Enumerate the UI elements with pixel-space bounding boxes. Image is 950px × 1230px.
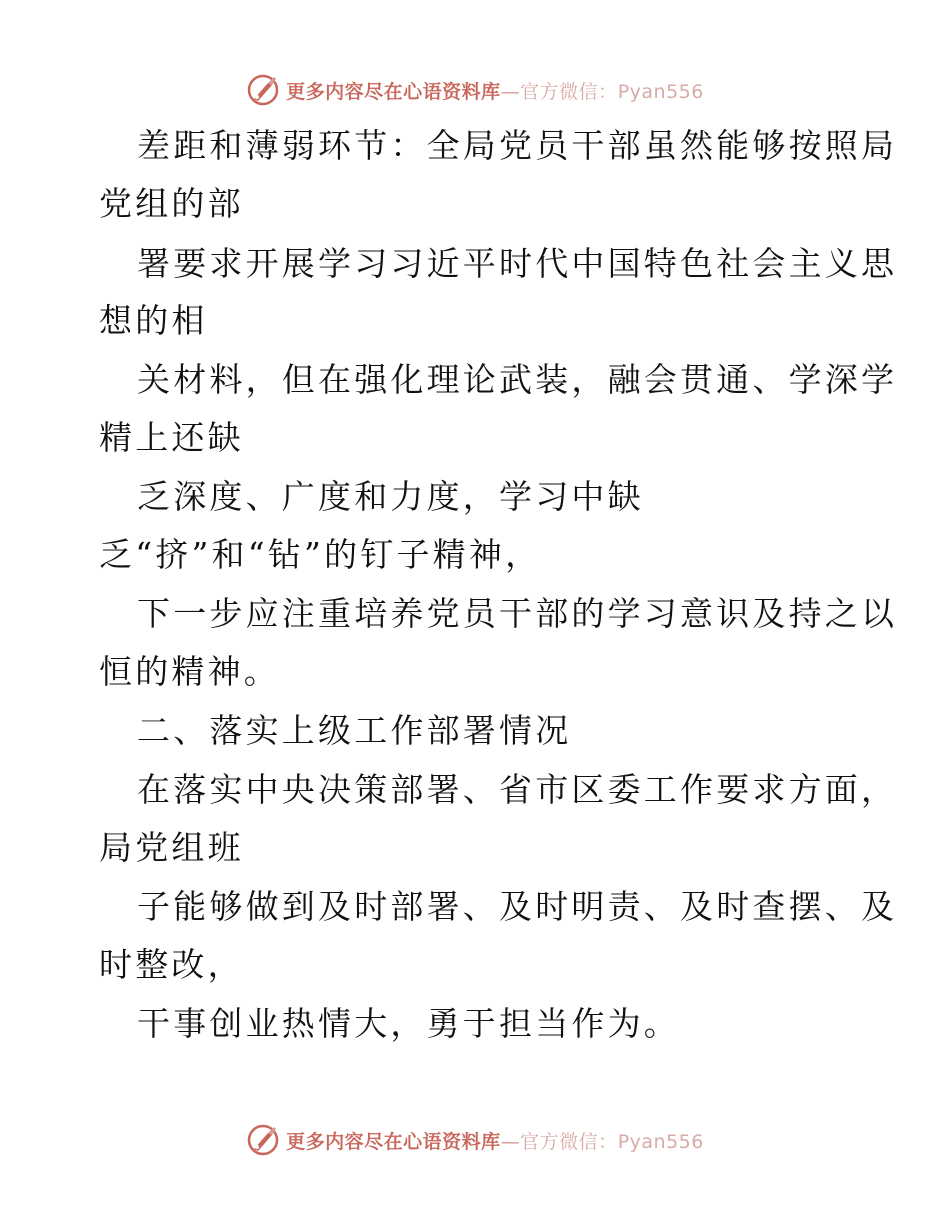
body-line: 精上还缺 <box>99 418 244 457</box>
quill-logo-icon <box>246 73 280 107</box>
body-line: 差距和薄弱环节：全局党员干部虽然能够按照局 <box>137 126 898 165</box>
body-line: 党组的部 <box>99 184 244 223</box>
header-brand-text: 更多内容尽在心语资料库 <box>286 80 501 103</box>
body-line: 子能够做到及时部署、及时明责、及时查摆、及 <box>137 887 898 926</box>
footer-contact-label: 官方微信： <box>520 1130 618 1153</box>
header-watermark-text <box>286 77 704 104</box>
header-contact-id: Pyan556 <box>617 80 704 103</box>
section-heading: 二、落实上级工作部署情况 <box>137 711 572 750</box>
header-contact-label: 官方微信： <box>520 80 618 103</box>
body-line: 关材料，但在强化理论武装，融会贯通、学深学 <box>137 360 898 399</box>
header-dash: — <box>500 80 521 103</box>
body-line: 想的相 <box>99 301 208 340</box>
quill-logo-icon <box>246 1123 280 1157</box>
body-line: 恒的精神。 <box>99 652 280 691</box>
footer-watermark <box>0 1120 950 1160</box>
body-line: 时整改， <box>99 945 244 984</box>
body-line: 乏“挤”和“钻”的钉子精神， <box>99 535 542 574</box>
footer-watermark-text <box>286 1127 704 1154</box>
footer-dash: — <box>500 1130 521 1153</box>
body-line: 局党组班 <box>99 828 244 867</box>
body-line: 乏深度、广度和力度，学习中缺 <box>137 477 644 516</box>
footer-contact-id: Pyan556 <box>617 1130 704 1153</box>
body-line: 署要求开展学习习近平时代中国特色社会主义思 <box>137 244 898 283</box>
footer-brand-text: 更多内容尽在心语资料库 <box>286 1130 501 1153</box>
header-watermark <box>0 70 950 110</box>
body-line: 在落实中央决策部署、省市区委工作要求方面， <box>137 770 898 809</box>
body-line: 下一步应注重培养党员干部的学习意识及持之以 <box>137 594 898 633</box>
body-line: 干事创业热情大，勇于担当作为。 <box>137 1004 680 1043</box>
